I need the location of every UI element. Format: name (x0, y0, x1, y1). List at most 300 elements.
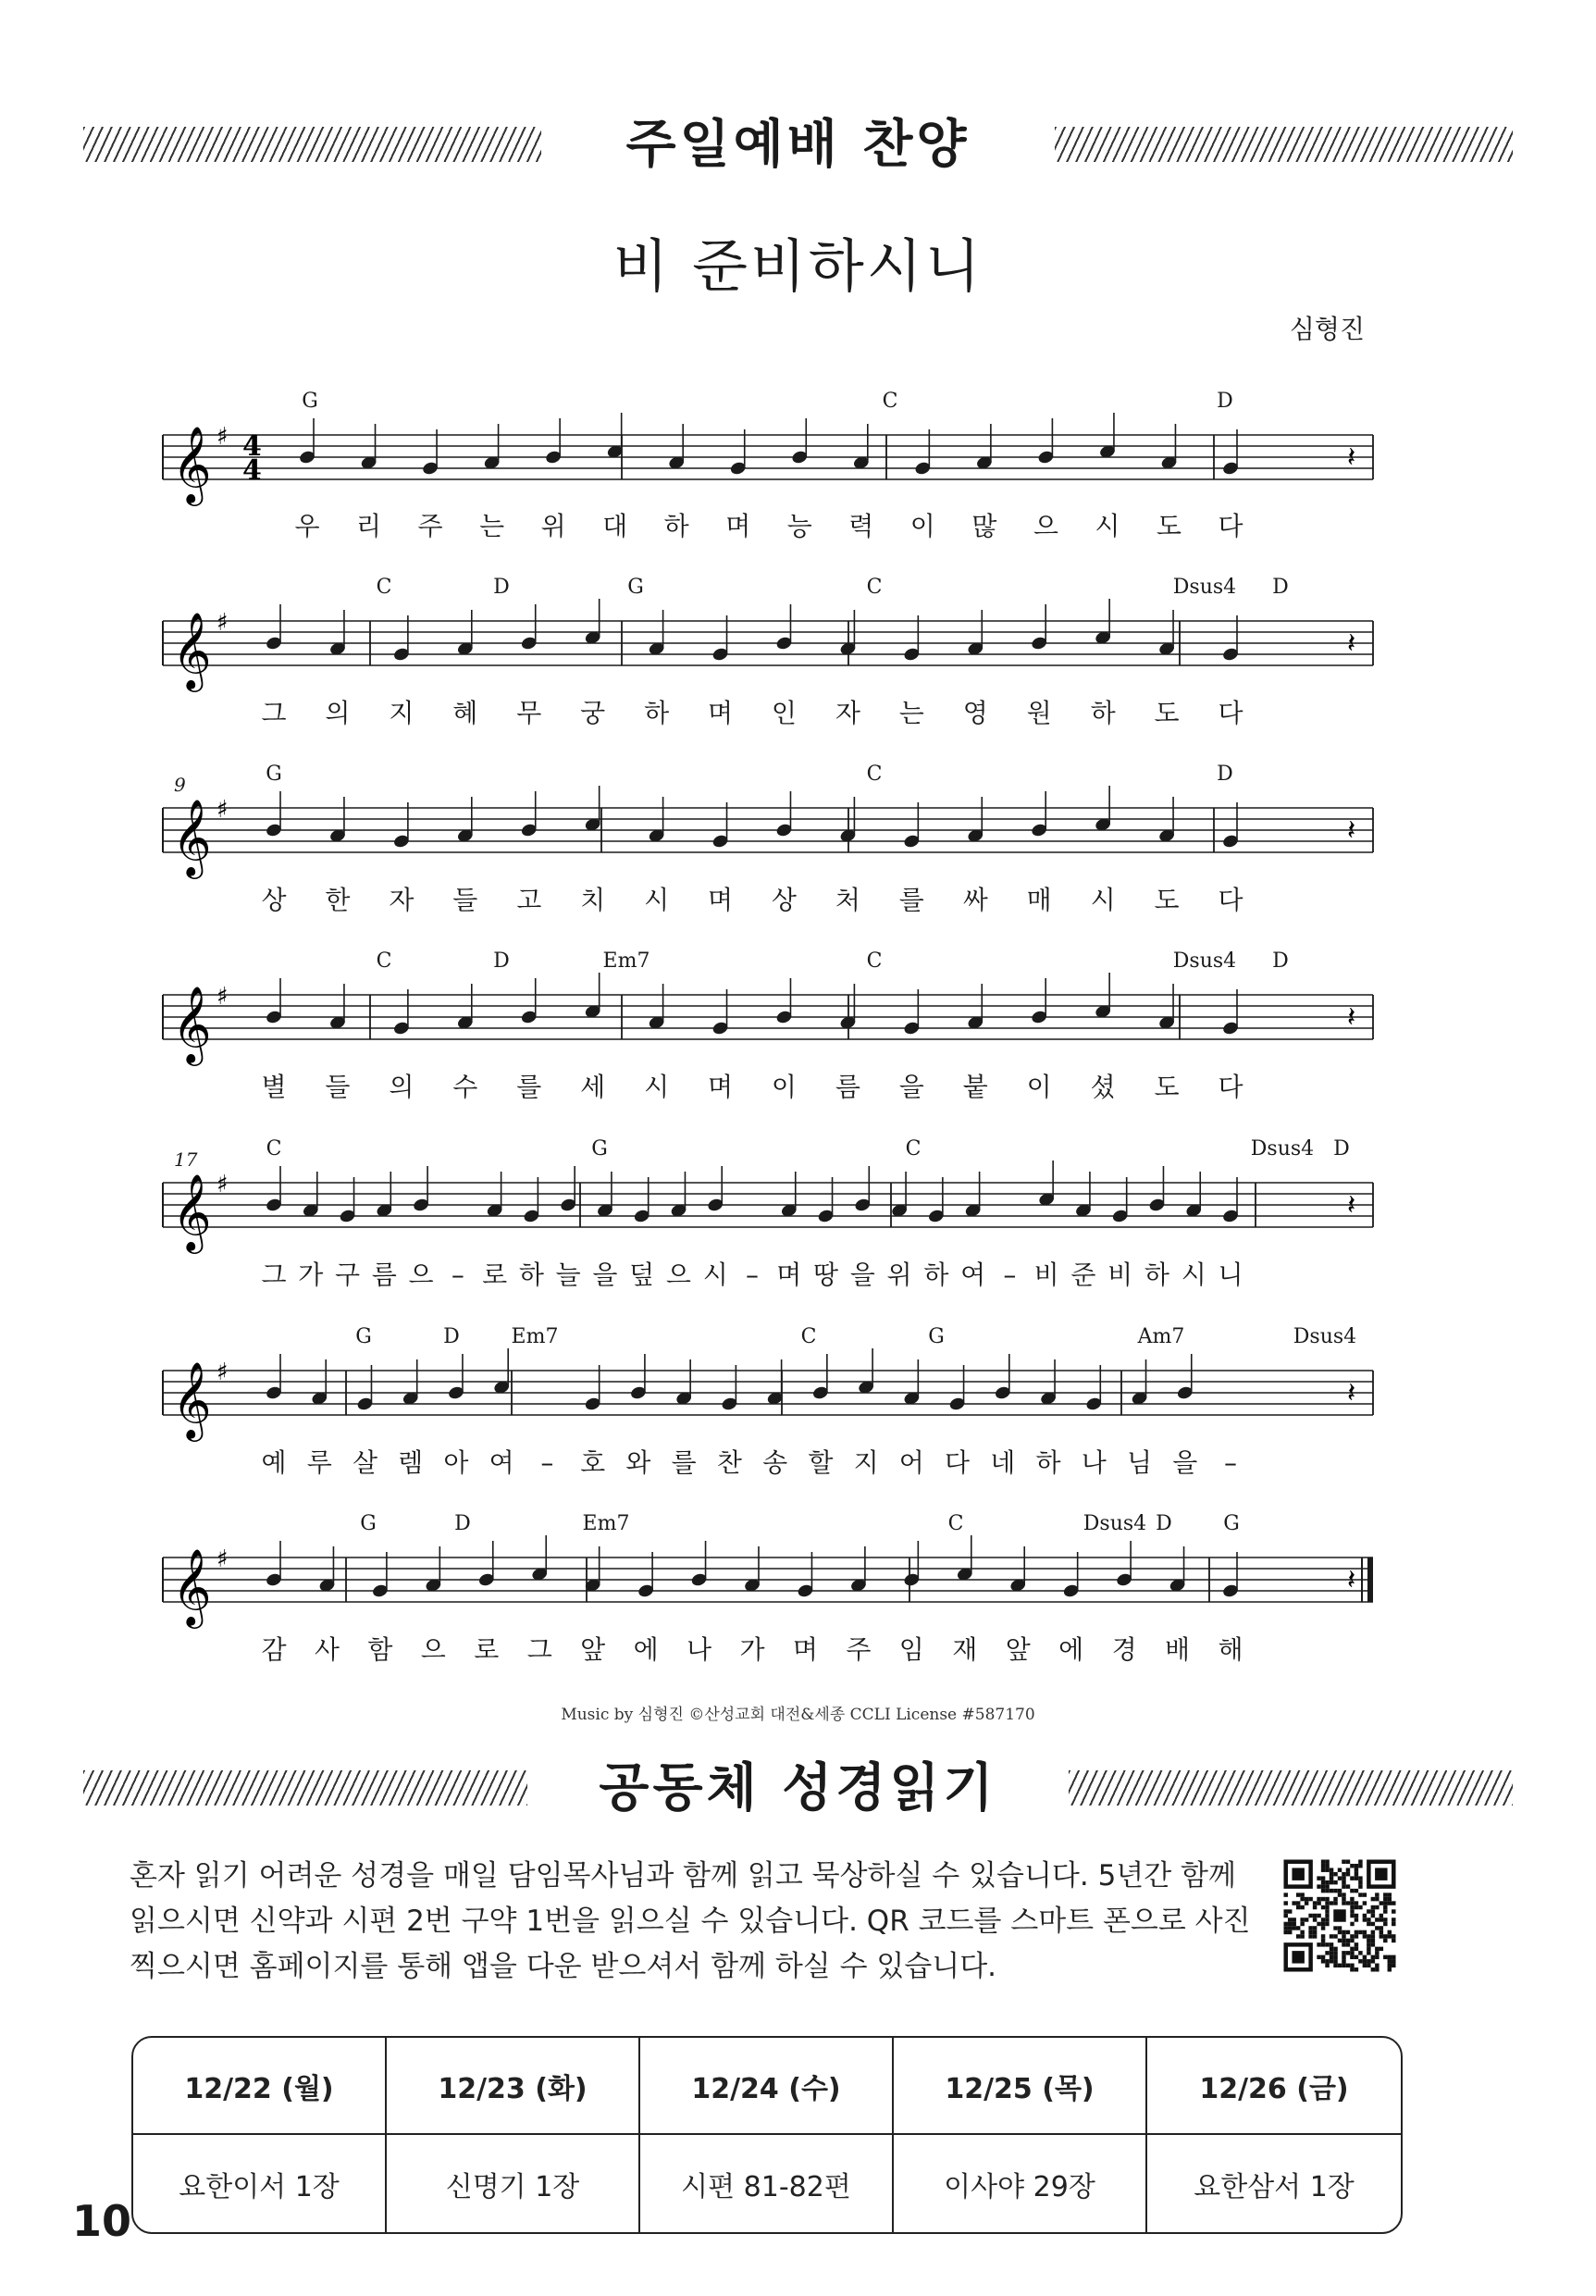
qr-module (1313, 1934, 1317, 1938)
key-signature-sharp: ♯ (217, 423, 229, 451)
qr-module (1358, 1884, 1362, 1888)
qr-module (1321, 1942, 1325, 1946)
qr-module (1371, 1967, 1375, 1971)
lyric-syllable: 도 (1154, 885, 1180, 915)
lyric-syllable: 지 (853, 1447, 879, 1478)
qr-module (1321, 1876, 1325, 1880)
qr-module (1330, 1872, 1333, 1876)
qr-module (1388, 1967, 1392, 1971)
lyric-syllable: 네 (990, 1447, 1016, 1478)
qr-module (1333, 1959, 1337, 1963)
lyric-syllable: 여 (960, 1260, 986, 1290)
lyric-syllable: 자 (835, 698, 860, 728)
qr-module (1388, 1897, 1392, 1901)
qr-module (1350, 1889, 1354, 1893)
qr-module (1321, 1880, 1325, 1884)
chord-symbol: C (905, 1137, 922, 1160)
qr-module (1317, 1955, 1320, 1959)
qr-module (1383, 1917, 1387, 1921)
qr-module (1325, 1917, 1329, 1921)
schedule-passage: 요한삼서 1장 (1194, 2170, 1355, 2203)
lyric-syllable: 호 (580, 1447, 606, 1478)
lyric-syllable: 상 (261, 885, 287, 915)
lyric-syllable: 다 (1218, 511, 1243, 541)
qr-module (1375, 1917, 1379, 1921)
qr-module (1350, 1934, 1354, 1938)
lyric-syllable: 그 (261, 698, 287, 728)
qr-module (1283, 1893, 1287, 1896)
qr-module (1333, 1901, 1337, 1905)
qr-module (1383, 1939, 1387, 1942)
qr-module (1355, 1901, 1358, 1905)
lyric-syllable: 준 (1070, 1260, 1096, 1290)
lyric-syllable: 으 (665, 1260, 691, 1290)
chord-symbol: G (266, 763, 282, 786)
qr-module (1342, 1951, 1345, 1955)
qr-module (1313, 1905, 1317, 1909)
qr-module (1325, 1859, 1329, 1863)
qr-module (1342, 1897, 1345, 1901)
qr-module (1308, 1914, 1312, 1917)
lyric-syllable: 들 (452, 885, 478, 915)
lyric-syllable: 인 (771, 698, 797, 728)
qr-module (1333, 1897, 1337, 1901)
qr-module (1296, 1934, 1300, 1938)
qr-module (1338, 1939, 1342, 1942)
qr-module (1383, 1897, 1387, 1901)
qr-module (1367, 1922, 1370, 1926)
lyric-syllable: 도 (1154, 698, 1180, 728)
lyric-syllable: 많 (971, 511, 997, 541)
qr-module (1367, 1917, 1370, 1921)
lyric-syllable: 시 (1095, 511, 1120, 541)
lyric-syllable: 하 (518, 1260, 544, 1290)
qr-module (1321, 1897, 1325, 1901)
qr-module (1321, 1959, 1325, 1963)
qr-module (1363, 1917, 1367, 1921)
qr-module (1300, 1897, 1304, 1901)
qr-module (1355, 1967, 1358, 1971)
qr-module (1363, 1930, 1367, 1934)
qr-module (1296, 1901, 1300, 1905)
chord-symbol: C (800, 1325, 817, 1348)
chord-symbol: D (1217, 390, 1233, 413)
qr-module (1355, 1864, 1358, 1868)
qr-module (1325, 1897, 1329, 1901)
lyric-syllable: 그 (261, 1260, 287, 1290)
qr-module (1342, 1893, 1345, 1896)
lyric-syllable: 고 (516, 885, 542, 915)
lyric-syllable: 며 (776, 1260, 802, 1290)
qr-module (1350, 1964, 1354, 1967)
lyric-syllable: 매 (1026, 885, 1052, 915)
qr-module (1338, 1893, 1342, 1896)
qr-module (1330, 1955, 1333, 1959)
chord-symbol: Em7 (511, 1325, 559, 1348)
qr-module (1330, 1947, 1333, 1951)
chord-symbol: Dsus4 (1172, 576, 1237, 599)
music-system (163, 390, 1373, 541)
qr-module (1321, 1889, 1325, 1893)
qr-module (1350, 1864, 1354, 1868)
lyric-syllable: 다 (1218, 885, 1243, 915)
lyric-syllable: 아 (443, 1447, 469, 1478)
qr-module (1283, 1901, 1287, 1905)
lyric-syllable: – (1003, 1260, 1017, 1290)
qr-code-icon[interactable] (1280, 1855, 1400, 1976)
key-signature-sharp: ♯ (217, 796, 229, 824)
key-signature-sharp: ♯ (217, 1545, 229, 1573)
qr-module (1346, 1964, 1350, 1967)
qr-module (1333, 1951, 1337, 1955)
qr-module (1375, 1897, 1379, 1901)
qr-module (1333, 1934, 1337, 1938)
qr-module (1350, 1967, 1354, 1971)
lyric-syllable: 능 (786, 511, 812, 541)
section-title: 공동체 성경읽기 (599, 1758, 997, 1818)
lyric-syllable: 덮 (629, 1260, 655, 1290)
qr-module (1367, 1951, 1370, 1955)
qr-finder (1375, 1868, 1387, 1880)
qr-module (1379, 1930, 1383, 1934)
chord-symbol: D (1333, 1137, 1350, 1160)
qr-module (1338, 1876, 1342, 1880)
qr-module (1367, 1939, 1370, 1942)
qr-module (1350, 1905, 1354, 1909)
music-credit: Music by 심형진 ©산성교회 대전&세종 CCLI License #587170 (561, 1706, 1035, 1724)
lyric-syllable: 앞 (580, 1634, 606, 1665)
music-system (163, 1137, 1373, 1290)
chord-symbol: D (493, 576, 510, 599)
qr-module (1371, 1959, 1375, 1963)
measure-number: 9 (174, 774, 186, 796)
qr-module (1383, 1893, 1387, 1896)
qr-module (1308, 1934, 1312, 1938)
lyric-syllable: 지 (389, 698, 414, 728)
qr-module (1358, 1880, 1362, 1884)
qr-module (1350, 1914, 1354, 1917)
chord-symbol: G (360, 1512, 377, 1535)
lyric-syllable: 그 (526, 1634, 552, 1665)
chord-symbol: Dsus4 (1293, 1325, 1357, 1348)
qr-module (1350, 1876, 1354, 1880)
qr-module (1350, 1951, 1354, 1955)
qr-module (1321, 1934, 1325, 1938)
lyric-syllable: 력 (848, 511, 874, 541)
chord-symbol: Dsus4 (1083, 1512, 1147, 1535)
lyric-syllable: 나 (687, 1634, 712, 1665)
qr-module (1358, 1864, 1362, 1868)
lyric-syllable: 의 (325, 698, 351, 728)
section-header-bible-reading (83, 1747, 1513, 1831)
lyric-syllable: 다 (1218, 1072, 1243, 1102)
qr-module (1325, 1909, 1329, 1913)
lyric-syllable: 자 (389, 885, 414, 915)
lyric-syllable: 는 (898, 698, 924, 728)
qr-module (1355, 1947, 1358, 1951)
qr-module (1346, 1930, 1350, 1934)
lyric-syllable: 로 (474, 1634, 500, 1665)
qr-module (1325, 1942, 1329, 1946)
qr-module (1333, 1926, 1337, 1930)
qr-finder (1292, 1868, 1304, 1880)
lyric-syllable: 늘 (555, 1260, 581, 1290)
lyric-syllable: 루 (306, 1447, 332, 1478)
song-composer: 심형진 (1289, 314, 1365, 344)
qr-module (1288, 1926, 1292, 1930)
qr-module (1283, 1909, 1287, 1913)
qr-module (1392, 1959, 1395, 1963)
qr-module (1317, 1884, 1320, 1888)
qr-module (1300, 1922, 1304, 1926)
lyric-syllable: 우 (294, 511, 320, 541)
chord-symbol: C (376, 576, 392, 599)
qr-logo (1333, 1909, 1345, 1921)
qr-module (1392, 1964, 1395, 1967)
lyric-syllable: 시 (1181, 1260, 1206, 1290)
lyric-syllable: 며 (725, 511, 751, 541)
lyric-syllable: 을 (1172, 1447, 1198, 1478)
measure-number: 17 (174, 1148, 198, 1171)
qr-module (1388, 1893, 1392, 1896)
lyric-syllable: 대 (602, 511, 628, 541)
lyric-syllable: 는 (479, 511, 505, 541)
qr-module (1342, 1959, 1345, 1963)
chord-symbol: G (591, 1137, 608, 1160)
schedule-passage: 시편 81-82편 (640, 2135, 894, 2232)
qr-module (1342, 1964, 1345, 1967)
qr-module (1392, 1934, 1395, 1938)
chord-symbol: C (376, 949, 392, 973)
qr-module (1392, 1901, 1395, 1905)
chord-symbol: D (1272, 949, 1289, 973)
qr-module (1321, 1939, 1325, 1942)
qr-module (1358, 1930, 1362, 1934)
lyric-syllable: 이 (909, 511, 935, 541)
chord-symbol: D (1272, 576, 1289, 599)
qr-module (1350, 1909, 1354, 1913)
qr-module (1367, 1947, 1370, 1951)
lyric-syllable: 며 (708, 1072, 734, 1102)
qr-module (1375, 1951, 1379, 1955)
lyric-syllable: 니 (1218, 1260, 1243, 1290)
chord-symbol: D (454, 1512, 471, 1535)
qr-module (1392, 1917, 1395, 1921)
qr-module (1321, 1917, 1325, 1921)
qr-module (1358, 1859, 1362, 1863)
qr-module (1325, 1901, 1329, 1905)
qr-module (1371, 1914, 1375, 1917)
qr-module (1325, 1905, 1329, 1909)
qr-module (1330, 1889, 1333, 1893)
qr-module (1325, 1880, 1329, 1884)
qr-module (1371, 1934, 1375, 1938)
lyric-syllable: 예 (261, 1447, 287, 1478)
qr-module (1300, 1930, 1304, 1934)
quarter-rest-icon: 𝄽 (1347, 1189, 1356, 1222)
qr-module (1317, 1922, 1320, 1926)
qr-module (1371, 1930, 1375, 1934)
qr-module (1346, 1872, 1350, 1876)
qr-module (1371, 1955, 1375, 1959)
schedule-date: 12/22 (월) (133, 2038, 387, 2135)
treble-clef-icon: 𝄞 (172, 425, 212, 503)
lyric-syllable: 으 (1033, 511, 1058, 541)
qr-module (1375, 1967, 1379, 1971)
lyric-syllable: 을 (849, 1260, 875, 1290)
qr-module (1325, 1951, 1329, 1955)
lyric-syllable: 하 (1090, 698, 1116, 728)
qr-module (1358, 1905, 1362, 1909)
qr-module (1308, 1897, 1312, 1901)
chord-symbol: C (882, 390, 898, 413)
qr-module (1321, 1955, 1325, 1959)
qr-module (1375, 1955, 1379, 1959)
chord-symbol: G (627, 576, 644, 599)
lyric-syllable: 에 (633, 1634, 659, 1665)
qr-module (1383, 1905, 1387, 1909)
qr-module (1313, 1917, 1317, 1921)
lyric-syllable: 배 (1165, 1634, 1191, 1665)
qr-module (1346, 1951, 1350, 1955)
lyric-syllable: 셨 (1090, 1072, 1116, 1102)
qr-module (1342, 1880, 1345, 1884)
chord-symbol: G (302, 390, 318, 413)
qr-module (1388, 1901, 1392, 1905)
qr-module (1363, 1959, 1367, 1963)
chord-symbol: D (493, 949, 510, 973)
music-system (163, 576, 1373, 728)
lyric-syllable: 치 (580, 885, 606, 915)
lyric-syllable: 위 (540, 511, 566, 541)
schedule-passage: 신명기 1장 (387, 2135, 640, 2232)
lyric-syllable: 한 (325, 885, 351, 915)
lyric-syllable: 궁 (580, 698, 606, 728)
qr-module (1367, 1942, 1370, 1946)
qr-module (1317, 1914, 1320, 1917)
qr-module (1321, 1926, 1325, 1930)
qr-module (1363, 1955, 1367, 1959)
lyric-syllable: 다 (1218, 698, 1243, 728)
qr-module (1350, 1939, 1354, 1942)
qr-module (1300, 1893, 1304, 1896)
lyric-syllable: 다 (945, 1447, 971, 1478)
qr-module (1333, 1947, 1337, 1951)
chord-symbol: G (1223, 1512, 1240, 1535)
qr-module (1317, 1942, 1320, 1946)
qr-module (1367, 1909, 1370, 1913)
lyric-syllable: – (540, 1447, 554, 1478)
qr-module (1371, 1942, 1375, 1946)
lyric-syllable: 며 (792, 1634, 818, 1665)
lyric-syllable: 영 (962, 698, 988, 728)
qr-module (1383, 1955, 1387, 1959)
lyric-syllable: 로 (482, 1260, 508, 1290)
lyric-syllable: 하 (923, 1260, 949, 1290)
qr-module (1300, 1905, 1304, 1909)
qr-module (1296, 1905, 1300, 1909)
lyric-syllable: 름 (835, 1072, 860, 1102)
time-signature-top: 4 (242, 430, 262, 463)
qr-module (1355, 1930, 1358, 1934)
qr-module (1342, 1930, 1345, 1934)
schedule-date: 12/24 (수) (640, 2038, 894, 2135)
qr-module (1375, 1947, 1379, 1951)
description-line: 혼자 읽기 어려운 성경을 매일 담임목사님과 함께 읽고 묵상하실 수 있습니다. 5년간 함께 (130, 1859, 1236, 1893)
qr-module (1313, 1901, 1317, 1905)
qr-module (1300, 1917, 1304, 1921)
qr-module (1330, 1868, 1333, 1871)
lyric-syllable: 를 (671, 1447, 697, 1478)
section-title: 주일예배 찬양 (625, 115, 971, 175)
quarter-rest-icon: 𝄽 (1347, 814, 1356, 847)
description-line: 읽으시면 신약과 시편 2번 구약 1번을 읽으실 수 있습니다. QR 코드를 스마트 폰으로 사진 (130, 1905, 1251, 1938)
qr-module (1342, 1939, 1345, 1942)
qr-module (1358, 1876, 1362, 1880)
qr-module (1383, 1901, 1387, 1905)
lyric-syllable: 비 (1107, 1260, 1133, 1290)
qr-module (1288, 1922, 1292, 1926)
qr-module (1313, 1926, 1317, 1930)
qr-module (1321, 1868, 1325, 1871)
lyric-syllable: 무 (516, 698, 542, 728)
lyric-syllable: 이 (1026, 1072, 1052, 1102)
final-barline (1367, 1558, 1373, 1602)
qr-module (1355, 1868, 1358, 1871)
qr-module (1367, 1959, 1370, 1963)
chord-symbol: D (443, 1325, 460, 1348)
qr-module (1350, 1947, 1354, 1951)
qr-finder (1292, 1951, 1304, 1963)
qr-module (1325, 1884, 1329, 1888)
lyric-syllable: 임 (898, 1634, 924, 1665)
qr-module (1342, 1876, 1345, 1880)
key-signature-sharp: ♯ (217, 609, 229, 637)
lyric-syllable: 수 (452, 1072, 478, 1102)
qr-module (1346, 1939, 1350, 1942)
lyric-syllable: 해 (1218, 1634, 1243, 1665)
qr-module (1388, 1934, 1392, 1938)
qr-module (1367, 1934, 1370, 1938)
qr-module (1305, 1897, 1308, 1901)
qr-module (1317, 1897, 1320, 1901)
qr-module (1338, 1926, 1342, 1930)
qr-module (1350, 1897, 1354, 1901)
qr-module (1375, 1964, 1379, 1967)
lyric-syllable: 위 (886, 1260, 912, 1290)
qr-module (1355, 1889, 1358, 1893)
lyric-syllable: 에 (1058, 1634, 1084, 1665)
qr-module (1283, 1930, 1287, 1934)
lyric-syllable: 도 (1154, 1072, 1180, 1102)
qr-module (1371, 1922, 1375, 1926)
qr-module (1388, 1930, 1392, 1934)
qr-module (1379, 1934, 1383, 1938)
qr-module (1321, 1864, 1325, 1868)
qr-module (1388, 1964, 1392, 1967)
chord-symbol: C (866, 576, 883, 599)
treble-clef-icon: 𝄞 (172, 1360, 212, 1438)
qr-module (1305, 1917, 1308, 1921)
qr-module (1288, 1930, 1292, 1934)
qr-module (1355, 1914, 1358, 1917)
lyric-syllable: 여 (489, 1447, 514, 1478)
schedule-date: 12/23 (화) (387, 2038, 640, 2135)
lyric-syllable: 름 (371, 1260, 397, 1290)
qr-module (1392, 1955, 1395, 1959)
qr-module (1358, 1893, 1362, 1896)
qr-module (1338, 1930, 1342, 1934)
